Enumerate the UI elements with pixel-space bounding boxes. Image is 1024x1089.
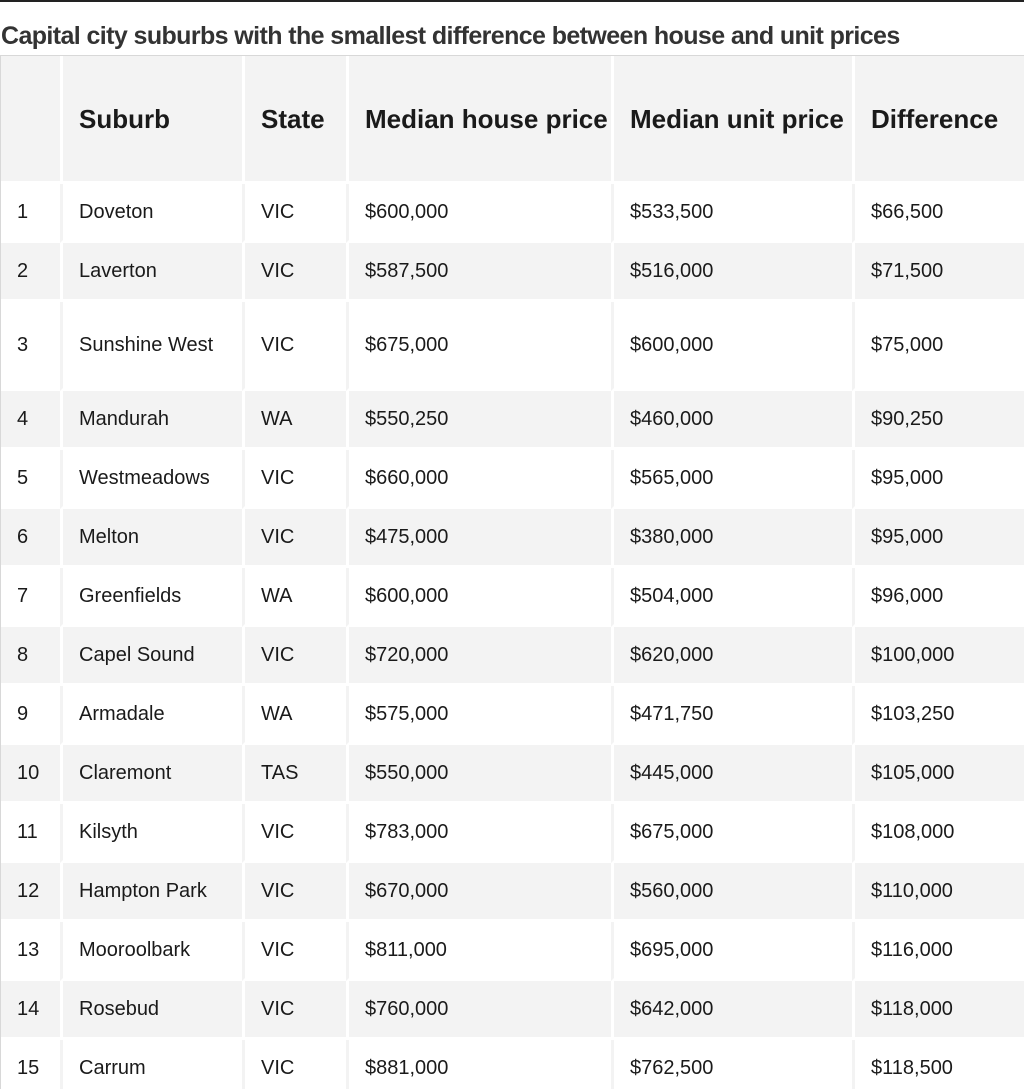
table-row [1,509,1024,568]
cell-suburb: Mandurah [60,391,242,450]
cell-median-unit-price: $460,000 [611,391,852,450]
table-header [1,56,1024,184]
cell-state: VIC [242,1040,346,1089]
cell-rank: 3 [1,302,60,391]
price-difference-table [1,56,1024,1089]
cell-difference: $118,000 [852,981,1024,1040]
cell-difference: $95,000 [852,450,1024,509]
cell-state: WA [242,568,346,627]
cell-difference: $96,000 [852,568,1024,627]
cell-median-house-price: $720,000 [346,627,611,686]
cell-median-house-price: $475,000 [346,509,611,568]
cell-state: VIC [242,302,346,391]
cell-suburb: Hampton Park [60,863,242,922]
cell-rank: 9 [1,686,60,745]
top-divider [0,0,1024,2]
cell-difference: $118,500 [852,1040,1024,1089]
cell-difference: $75,000 [852,302,1024,391]
cell-difference: $100,000 [852,627,1024,686]
cell-median-unit-price: $504,000 [611,568,852,627]
cell-median-house-price: $600,000 [346,184,611,243]
cell-difference: $103,250 [852,686,1024,745]
cell-state: VIC [242,509,346,568]
cell-state: VIC [242,922,346,981]
cell-state: WA [242,391,346,450]
cell-suburb: Claremont [60,745,242,804]
cell-state: VIC [242,243,346,302]
cell-suburb: Armadale [60,686,242,745]
cell-rank: 4 [1,391,60,450]
cell-rank: 6 [1,509,60,568]
cell-difference: $116,000 [852,922,1024,981]
cell-median-unit-price: $445,000 [611,745,852,804]
cell-suburb: Mooroolbark [60,922,242,981]
cell-rank: 10 [1,745,60,804]
cell-difference: $71,500 [852,243,1024,302]
cell-suburb: Carrum [60,1040,242,1089]
cell-state: VIC [242,981,346,1040]
cell-difference: $95,000 [852,509,1024,568]
table-row [1,302,1024,391]
table-header-row [1,56,1024,184]
table-row [1,922,1024,981]
table-row [1,627,1024,686]
cell-suburb: Melton [60,509,242,568]
table-row [1,243,1024,302]
table-row [1,686,1024,745]
cell-median-unit-price: $565,000 [611,450,852,509]
cell-state: VIC [242,450,346,509]
cell-state: VIC [242,184,346,243]
cell-rank: 5 [1,450,60,509]
header-difference: Difference [852,56,1024,184]
cell-rank: 8 [1,627,60,686]
cell-median-house-price: $783,000 [346,804,611,863]
cell-rank: 14 [1,981,60,1040]
cell-median-unit-price: $560,000 [611,863,852,922]
table-row [1,568,1024,627]
cell-suburb: Sunshine West [60,302,242,391]
cell-difference: $108,000 [852,804,1024,863]
cell-median-house-price: $881,000 [346,1040,611,1089]
table-body [1,184,1024,1089]
cell-rank: 1 [1,184,60,243]
table-row [1,745,1024,804]
table-row [1,863,1024,922]
page-title: Capital city suburbs with the smallest difference between house and unit prices [1,22,900,50]
cell-state: VIC [242,804,346,863]
cell-difference: $105,000 [852,745,1024,804]
cell-median-house-price: $600,000 [346,568,611,627]
cell-rank: 7 [1,568,60,627]
cell-median-unit-price: $471,750 [611,686,852,745]
table-row [1,391,1024,450]
cell-median-unit-price: $516,000 [611,243,852,302]
cell-suburb: Rosebud [60,981,242,1040]
header-median-house-price: Median house price [346,56,611,184]
table-row [1,1040,1024,1089]
header-median-unit-price: Median unit price [611,56,852,184]
cell-median-unit-price: $380,000 [611,509,852,568]
cell-suburb: Laverton [60,243,242,302]
cell-state: TAS [242,745,346,804]
table-row [1,981,1024,1040]
cell-suburb: Doveton [60,184,242,243]
cell-difference: $110,000 [852,863,1024,922]
header-rank [1,56,60,184]
cell-median-unit-price: $695,000 [611,922,852,981]
cell-median-unit-price: $600,000 [611,302,852,391]
table-row [1,804,1024,863]
cell-median-house-price: $670,000 [346,863,611,922]
cell-suburb: Capel Sound [60,627,242,686]
header-suburb: Suburb [60,56,242,184]
table-row [1,450,1024,509]
cell-state: VIC [242,627,346,686]
cell-suburb: Westmeadows [60,450,242,509]
cell-median-house-price: $550,000 [346,745,611,804]
cell-rank: 12 [1,863,60,922]
table-row [1,184,1024,243]
cell-state: VIC [242,863,346,922]
cell-median-unit-price: $675,000 [611,804,852,863]
cell-rank: 2 [1,243,60,302]
cell-median-house-price: $587,500 [346,243,611,302]
cell-median-house-price: $575,000 [346,686,611,745]
cell-difference: $66,500 [852,184,1024,243]
cell-median-house-price: $550,250 [346,391,611,450]
cell-rank: 15 [1,1040,60,1089]
cell-suburb: Greenfields [60,568,242,627]
cell-median-house-price: $811,000 [346,922,611,981]
cell-median-house-price: $660,000 [346,450,611,509]
cell-median-unit-price: $762,500 [611,1040,852,1089]
cell-median-unit-price: $642,000 [611,981,852,1040]
cell-median-house-price: $760,000 [346,981,611,1040]
cell-suburb: Kilsyth [60,804,242,863]
price-difference-table-container[interactable] [0,55,1024,1089]
cell-rank: 11 [1,804,60,863]
cell-median-unit-price: $620,000 [611,627,852,686]
cell-state: WA [242,686,346,745]
cell-rank: 13 [1,922,60,981]
cell-median-house-price: $675,000 [346,302,611,391]
cell-difference: $90,250 [852,391,1024,450]
cell-median-unit-price: $533,500 [611,184,852,243]
header-state: State [242,56,346,184]
